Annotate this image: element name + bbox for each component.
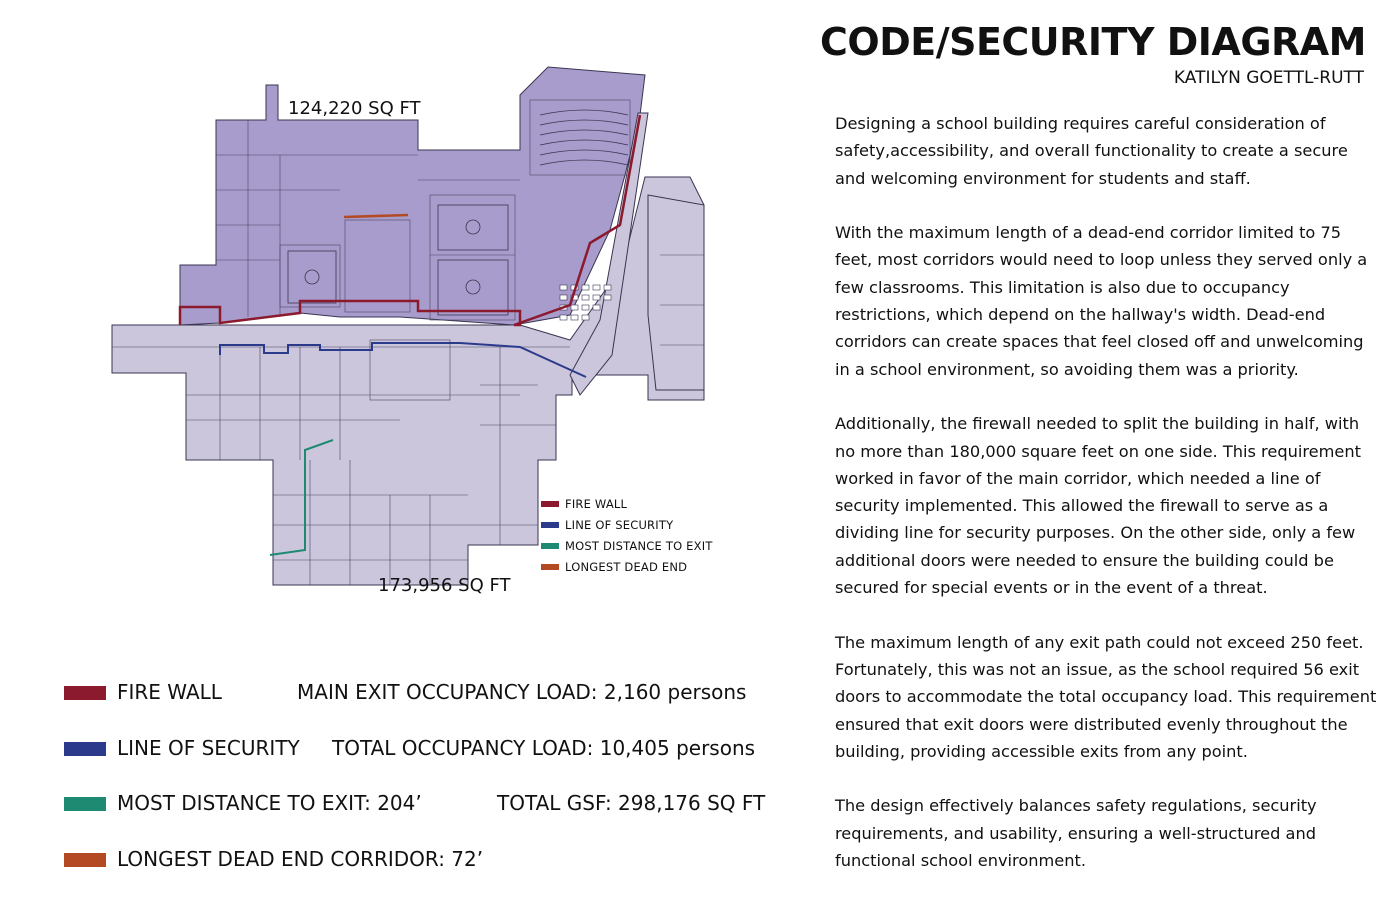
area-label-south: 173,956 SQ FT bbox=[378, 575, 511, 596]
author-name: KATILYN GOETTL-RUTT bbox=[1173, 68, 1364, 88]
legend-row bbox=[64, 839, 804, 879]
zone-east-block bbox=[648, 195, 704, 390]
legend-label: LINE OF SECURITY bbox=[117, 736, 300, 760]
plan-legend bbox=[541, 493, 713, 577]
plan-legend-label: MOST DISTANCE TO EXIT bbox=[565, 538, 713, 553]
plan-legend-item bbox=[541, 556, 713, 577]
paragraph: The maximum length of any exit path could not exceed 250 feet. Fortunately, this was not an issue, as the school required 56 exit doors to accommodate the total occupancy load. This requirement ensured that exit doors were distributed evenly throughout the building, providing accessible exits from any point. bbox=[835, 632, 1377, 761]
page-title: CODE/SECURITY DIAGRAM bbox=[820, 20, 1366, 64]
paragraph: Additionally, the firewall needed to split the building in half, with no more than 180,000 square feet on one side. This requirement worked in favor of the main corridor, which needed a line of security implemented. This allowed the firewall to serve as a dividing line for security purposes. On the other side, only a few additional doors were needed to ensure the building could be secured for special events or in the event of a threat. bbox=[835, 414, 1361, 598]
security-swatch bbox=[541, 522, 559, 528]
area-label-north: 124,220 SQ FT bbox=[288, 98, 421, 119]
description bbox=[835, 110, 1380, 902]
paragraph: With the maximum length of a dead-end corridor limited to 75 feet, most corridors would need to loop unless they served only a few classrooms. This limitation is also due to occupancy restrictions, which depend on the hallway's width. Dead-end corridors can create spaces that feel closed off and unwelcoming in a school environment, so avoiding them was a priority. bbox=[835, 223, 1368, 379]
plan-legend-item bbox=[541, 514, 713, 535]
legend-row bbox=[64, 783, 804, 823]
legend-label: FIRE WALL bbox=[117, 680, 222, 704]
legend-row bbox=[64, 672, 804, 712]
legend-label: MOST DISTANCE TO EXIT: 204’ bbox=[117, 791, 422, 815]
security-swatch bbox=[64, 742, 106, 756]
plan-legend-label: LINE OF SECURITY bbox=[565, 517, 674, 532]
legend-label: LONGEST DEAD END CORRIDOR: 72’ bbox=[117, 847, 484, 871]
paragraph: Designing a school building requires careful consideration of safety,accessibility, and overall functionality to create a secure and welcoming environment for students and staff. bbox=[835, 114, 1348, 188]
fire-wall-swatch bbox=[541, 501, 559, 507]
dead-end-swatch bbox=[541, 564, 559, 570]
total-occupancy: TOTAL OCCUPANCY LOAD: 10,405 persons bbox=[332, 736, 756, 760]
fire-wall-swatch bbox=[64, 686, 106, 700]
plan-legend-label: FIRE WALL bbox=[565, 496, 628, 511]
plan-legend-label: LONGEST DEAD END bbox=[565, 559, 688, 574]
paragraph: The design effectively balances safety regulations, security requirements, and usability, ensuring a well-structured and functional school environment. bbox=[835, 796, 1317, 871]
dead-end-swatch bbox=[64, 853, 106, 867]
exit-distance-swatch bbox=[541, 543, 559, 549]
plan-legend-item bbox=[541, 493, 713, 514]
total-gsf: TOTAL GSF: 298,176 SQ FT bbox=[497, 791, 766, 815]
exit-distance-swatch bbox=[64, 797, 106, 811]
plan-legend-item bbox=[541, 535, 713, 556]
legend-row bbox=[64, 728, 804, 768]
main-exit-occupancy: MAIN EXIT OCCUPANCY LOAD: 2,160 persons bbox=[297, 680, 747, 704]
